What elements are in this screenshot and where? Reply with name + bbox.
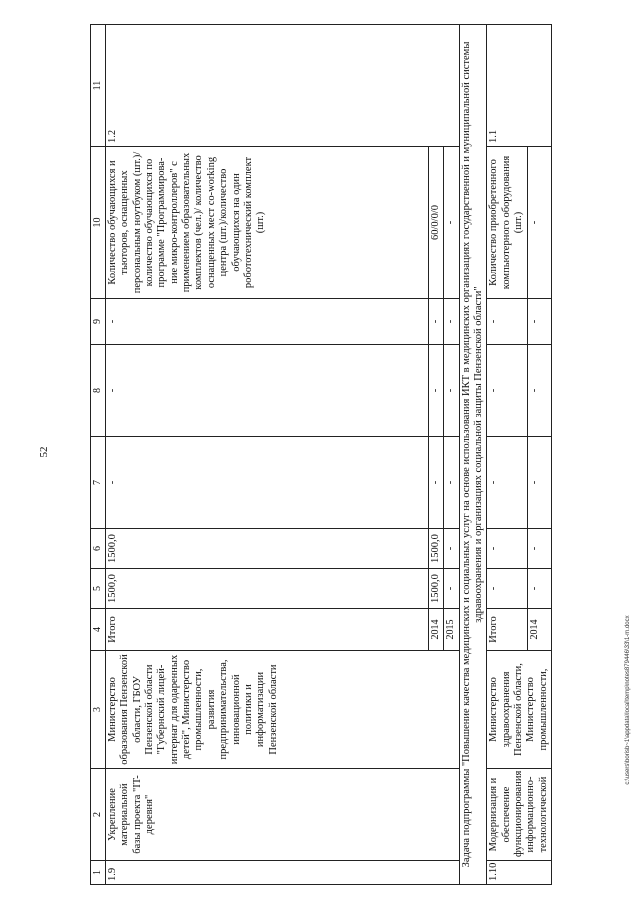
total-col-7: - bbox=[105, 437, 428, 529]
year-col-5: 1500,0 bbox=[428, 569, 443, 609]
year-label: 2014 bbox=[528, 609, 552, 651]
row-number: 1.10 bbox=[487, 861, 552, 885]
subprogram-task: Задача подпрограммы "Повышение качества медицинских и социальных услуг на основе использования ИКТ в медицинских организациях государственной и муниципальной системы здравоохранения и организациях социальной защиты Пензенской области" bbox=[459, 25, 487, 885]
year-col-6: - bbox=[528, 529, 552, 569]
year-col-5: - bbox=[528, 569, 552, 609]
year-col-10: - bbox=[444, 147, 459, 299]
total-label: Итого bbox=[487, 609, 528, 651]
year-col-5: - bbox=[444, 569, 459, 609]
header-row bbox=[91, 25, 106, 885]
total-col-8: - bbox=[105, 345, 428, 437]
year-col-7: - bbox=[428, 437, 443, 529]
total-col-5: 1500,0 bbox=[105, 569, 428, 609]
header-col-10: 10 bbox=[91, 147, 106, 299]
year-label: 2015 bbox=[444, 609, 459, 651]
year-col-10: 60/0/0/0 bbox=[428, 147, 443, 299]
indicator: Количество приобретенного компьютерного оборудования (шт.) bbox=[487, 147, 528, 299]
total-col-8: - bbox=[487, 345, 528, 437]
indicator-code: 1.1 bbox=[487, 25, 552, 147]
subprogram-task-row bbox=[459, 25, 487, 885]
total-col-5: - bbox=[487, 569, 528, 609]
header-col-9: 9 bbox=[91, 299, 106, 345]
table-row bbox=[105, 25, 428, 885]
measure-name: Укрепление материальной базы проекта "IT-деревня" bbox=[105, 769, 459, 861]
rotated-table-sheet bbox=[90, 25, 630, 885]
year-col-6: - bbox=[444, 529, 459, 569]
year-col-7: - bbox=[528, 437, 552, 529]
executor: Министерство здравоохранения Пензенской области, Министерство промышленности, bbox=[487, 651, 552, 769]
header-col-1: 1 bbox=[91, 861, 106, 885]
year-col-7: - bbox=[444, 437, 459, 529]
header-col-5: 5 bbox=[91, 569, 106, 609]
total-col-9: - bbox=[487, 299, 528, 345]
executor: Министерство образования Пензенской области, ГБОУ Пензенской области "Губернский лицей-интернат для одаренных детей", Министерство промышленности, развития предпринимательства, инновационной политики и информатизации Пензенской области bbox=[105, 651, 459, 769]
indicator-code: 1.2 bbox=[105, 25, 459, 147]
year-col-8: - bbox=[444, 345, 459, 437]
total-col-9: - bbox=[105, 299, 428, 345]
year-col-9: - bbox=[444, 299, 459, 345]
year-label: 2014 bbox=[428, 609, 443, 651]
indicator: Количество обучающихся и тьюторов, оснащенных персональным ноутбуком (шт.)/ количество обучающихся по программе "Программирова-ние микро-контроллеров" с применением образовательных комплектов (чел.)/ количество оснащенных мест co-working центра (шт.)/количество обучающихся на один робототехнический комплект (шт.) bbox=[105, 147, 428, 299]
header-col-8: 8 bbox=[91, 345, 106, 437]
page-number: 52 bbox=[38, 446, 50, 458]
measure-name: Модернизация и обеспечение функционирования информационно-технологической bbox=[487, 769, 552, 861]
table-row bbox=[487, 25, 528, 885]
header-col-11: 11 bbox=[91, 25, 106, 147]
year-col-9: - bbox=[528, 299, 552, 345]
year-col-9: - bbox=[428, 299, 443, 345]
year-col-8: - bbox=[428, 345, 443, 437]
year-col-10: - bbox=[528, 147, 552, 299]
header-col-7: 7 bbox=[91, 437, 106, 529]
footer-file-path: c:\users\borisb~1\appdata\local\temp\notes879446\33\1-m.docx bbox=[625, 615, 631, 785]
total-col-6: - bbox=[487, 529, 528, 569]
row-number: 1.9 bbox=[105, 861, 459, 885]
program-measures-table bbox=[90, 24, 552, 885]
header-col-4: 4 bbox=[91, 609, 106, 651]
year-col-8: - bbox=[528, 345, 552, 437]
header-col-2: 2 bbox=[91, 769, 106, 861]
year-col-6: 1500,0 bbox=[428, 529, 443, 569]
total-col-7: - bbox=[487, 437, 528, 529]
total-col-6: 1500,0 bbox=[105, 529, 428, 569]
header-col-3: 3 bbox=[91, 651, 106, 769]
total-label: Итого bbox=[105, 609, 428, 651]
header-col-6: 6 bbox=[91, 529, 106, 569]
